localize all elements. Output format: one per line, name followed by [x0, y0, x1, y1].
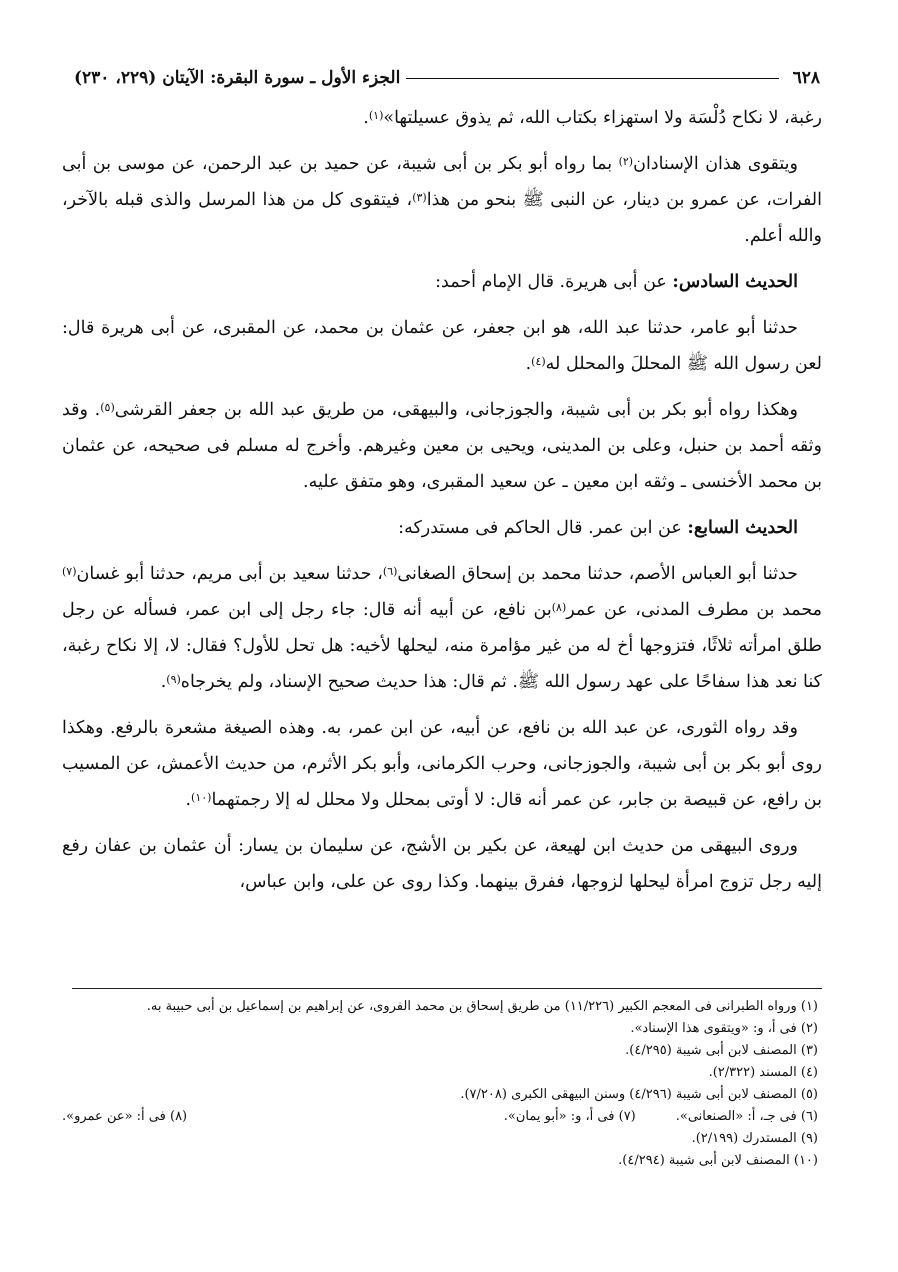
footnotes — [62, 996, 818, 1172]
footnote-ref: (٤) — [531, 355, 546, 368]
main-text — [62, 100, 822, 910]
footnote: (٤) المسند (٢/٣٢٢). — [708, 1065, 818, 1080]
footnote-ref: (٨) — [551, 601, 567, 614]
footnote: (٩) المستدرك (٢/١٩٩). — [691, 1131, 818, 1146]
paragraph-text: ويتقوى هذان الإسنادان — [633, 154, 798, 174]
heading-text: عن ابن عمر. قال الحاكم فى مستدركه: — [398, 518, 688, 538]
paragraph-text: وروى البيهقى من حديث ابن لهيعة، عن بكير بن الأشج، عن سليمان بن يسار: أن عثمان بن عفان رفع إليه رجل تزوج امرأة ليحلها لزوجها، ففرق بينهما. وكذا روى عن على، وابن عباس، — [62, 836, 822, 892]
paragraph-text: بن نافع، عن أبيه أنه قال: جاء رجل إلى ابن عمر، فسأله عن رجل طلق امرأته ثلاثًا، فتزوجها أخ له من غير مؤامرة منه، ليحلها لأخيه: هل تحل للأول؟ فقال: لا، إلا نكاح رغبة، كنا نعد هذا سفاحًا على عهد رسول الله ﷺ. ثم قال: هذا حديث صحيح الإسناد، ولم يخرجاه — [62, 600, 822, 692]
page-number: ٦٢٨ — [792, 68, 820, 88]
footnote: (٢) فى أ، و: «ويتقوى هذا الإسناد». — [630, 1021, 818, 1036]
heading-text: عن أبى هريرة. قال الإمام أحمد: — [435, 272, 673, 292]
paragraph-text: وقد رواه الثورى، عن عبد الله بن نافع، عن أبيه، عن ابن عمر، به. وهذه الصيغة مشعرة بالرفع. وهكذا روى أبو بكر بن أبى شيبة، والجوزجانى، وحرب الكرمانى، وأبو بكر الأثرم، من حديث الأعمش، عن المسيب بن رافع، عن قبيصة بن جابر، عن عمر أنه قال: لا أوتى بمحلل ولا محلل له إلا رجمتهما — [62, 718, 822, 810]
footnote: (٧) فى أ، و: «أبو يمان». — [503, 1109, 636, 1124]
paragraph-text: وهكذا رواه أبو بكر بن أبى شيبة، والجوزجانى، والبيهقى، من طريق عبد الله بن جعفر القرشى — [114, 400, 798, 420]
paragraph: وقد رواه الثورى، عن عبد الله بن نافع، عن أبيه، عن ابن عمر، به. وهذه الصيغة مشعرة بالرفع. وهكذا روى أبو بكر بن أبى شيبة، والجوزجانى، وحرب الكرمانى، وأبو بكر الأثرم، من حديث الأعمش، عن المسيب بن رافع، عن قبيصة بن جابر، عن عمر أنه قال: لا أوتى بمحلل ولا محلل له إلا رجمتهما$^{(١٠)}$. — [62, 718, 822, 810]
paragraph — [62, 392, 822, 500]
hadith-heading-label: الحديث السادس: — [672, 272, 798, 292]
footnote-ref: (٥) — [100, 401, 115, 414]
footnote: (٨) فى أ: «عن عمرو». — [62, 1109, 188, 1124]
paragraph-text: بما رواه أبو بكر بن أبى شيبة، عن حميد بن عبد الرحمن، عن موسى بن أبى الفرات، عن عمرو بن دينار، عن النبى ﷺ بنحو من هذا — [62, 154, 822, 210]
paragraph: حدثنا أبو عامر، حدثنا عبد الله، هو ابن جعفر، عن عثمان بن محمد، عن المقبرى، عن أبى هريرة قال: لعن رسول الله ﷺ المحللَ والمحلل له$^{(٤)}$. — [62, 318, 822, 374]
paragraph-text: رغبة، لا نكاح دُلْسَة ولا استهزاء بكتاب الله، ثم يذوق عسيلتها» — [383, 108, 822, 128]
footnote-ref: (٧) — [62, 565, 77, 578]
paragraph-text: حدثنا أبو العباس الأصم، حدثنا محمد بن إسحاق الصغانى — [397, 564, 799, 584]
header-rule — [406, 78, 778, 79]
footnote: (١٠) المصنف لابن أبى شيبة (٤/٢٩٤). — [618, 1153, 818, 1168]
paragraph-text: حدثنا أبو عامر، حدثنا عبد الله، هو ابن جعفر، عن عثمان بن محمد، عن المقبرى، عن أبى هريرة قال: لعن رسول الله ﷺ المحللَ والمحلل له — [62, 318, 822, 374]
section-heading — [62, 510, 822, 546]
paragraph-text: ، فيتقوى كل من هذا المرسل والذى قبله بالآخر، والله أعلم. — [62, 190, 822, 246]
section-heading — [62, 264, 822, 300]
paragraph-text: ، حدثنا سعيد بن أبى مريم، حدثنا أبو غسان — [76, 564, 383, 584]
footnote-ref: (٩) — [166, 673, 181, 686]
paragraph-text: . وقد وثقه أحمد بن حنبل، وعلى بن المدينى، ويحيى بن معين وغيرهم. وأخرج له مسلم فى صحيحه، عن عثمان بن محمد الأخنسى ـ وثقه ابن معين ـ عن سعيد المقبرى، وهو متفق عليه. — [62, 400, 822, 492]
paragraph: حدثنا أبو العباس الأصم، حدثنا محمد بن إسحاق الصغانى$^{(٦)}$، حدثنا سعيد بن أبى مريم، حدثنا أبو غسان$^{(٧)}$ محمد بن مطرف المدنى، عن عمر$^{(٨)}$بن نافع، عن أبيه أنه قال: جاء رجل إلى ابن عمر، فسأله عن رجل طلق امرأته ثلاثًا، فتزوجها أخ له من غير مؤامرة منه، ليحلها لأخيه: هل تحل للأول؟ فقال: لا، إلا نكاح رغبة، كنا نعد هذا سفاحًا على عهد رسول الله ﷺ. ثم قال: هذا حديث صحيح الإسناد، ولم يخرجاه$^{(٩)}$. — [62, 564, 823, 692]
paragraph-text: محمد بن مطرف المدنى، عن عمر — [566, 600, 823, 620]
header-title: الجزء الأول ـ سورة البقرة: الآيتان (٢٢٩، ٢٣٠) — [74, 68, 401, 88]
footnote-ref: (١٠) — [191, 791, 212, 804]
footnote-ref: (٣) — [412, 191, 427, 204]
footnote-divider — [72, 988, 822, 989]
hadith-heading-label: الحديث السابع: — [687, 518, 798, 538]
footnote: (٣) المصنف لابن أبى شيبة (٤/٢٩٥). — [625, 1043, 818, 1058]
paragraph — [62, 146, 822, 254]
running-header — [74, 64, 820, 92]
footnote: (١) ورواه الطبرانى فى المعجم الكبير (١١/٢٢٦) من طريق إسحاق بن محمد الفروى، عن إبراهيم بن إسماعيل بن أبى حبيبة به. — [146, 999, 818, 1014]
footnote: (٥) المصنف لابن أبى شيبة (٤/٢٩٦) وسنن البيهقى الكبرى (٧/٢٠٨). — [460, 1087, 818, 1102]
footnote: (٦) فى جـ، أ: «الصنعانى». — [675, 1109, 818, 1124]
paragraph — [62, 828, 822, 900]
paragraph: رغبة، لا نكاح دُلْسَة ولا استهزاء بكتاب الله، ثم يذوق عسيلتها»$^{(١)}$. — [363, 108, 822, 128]
footnote-ref: (٢) — [618, 155, 634, 168]
footnote-ref: (٦) — [382, 565, 398, 578]
footnote-row — [62, 1106, 818, 1128]
footnote-ref: (١) — [368, 109, 384, 122]
